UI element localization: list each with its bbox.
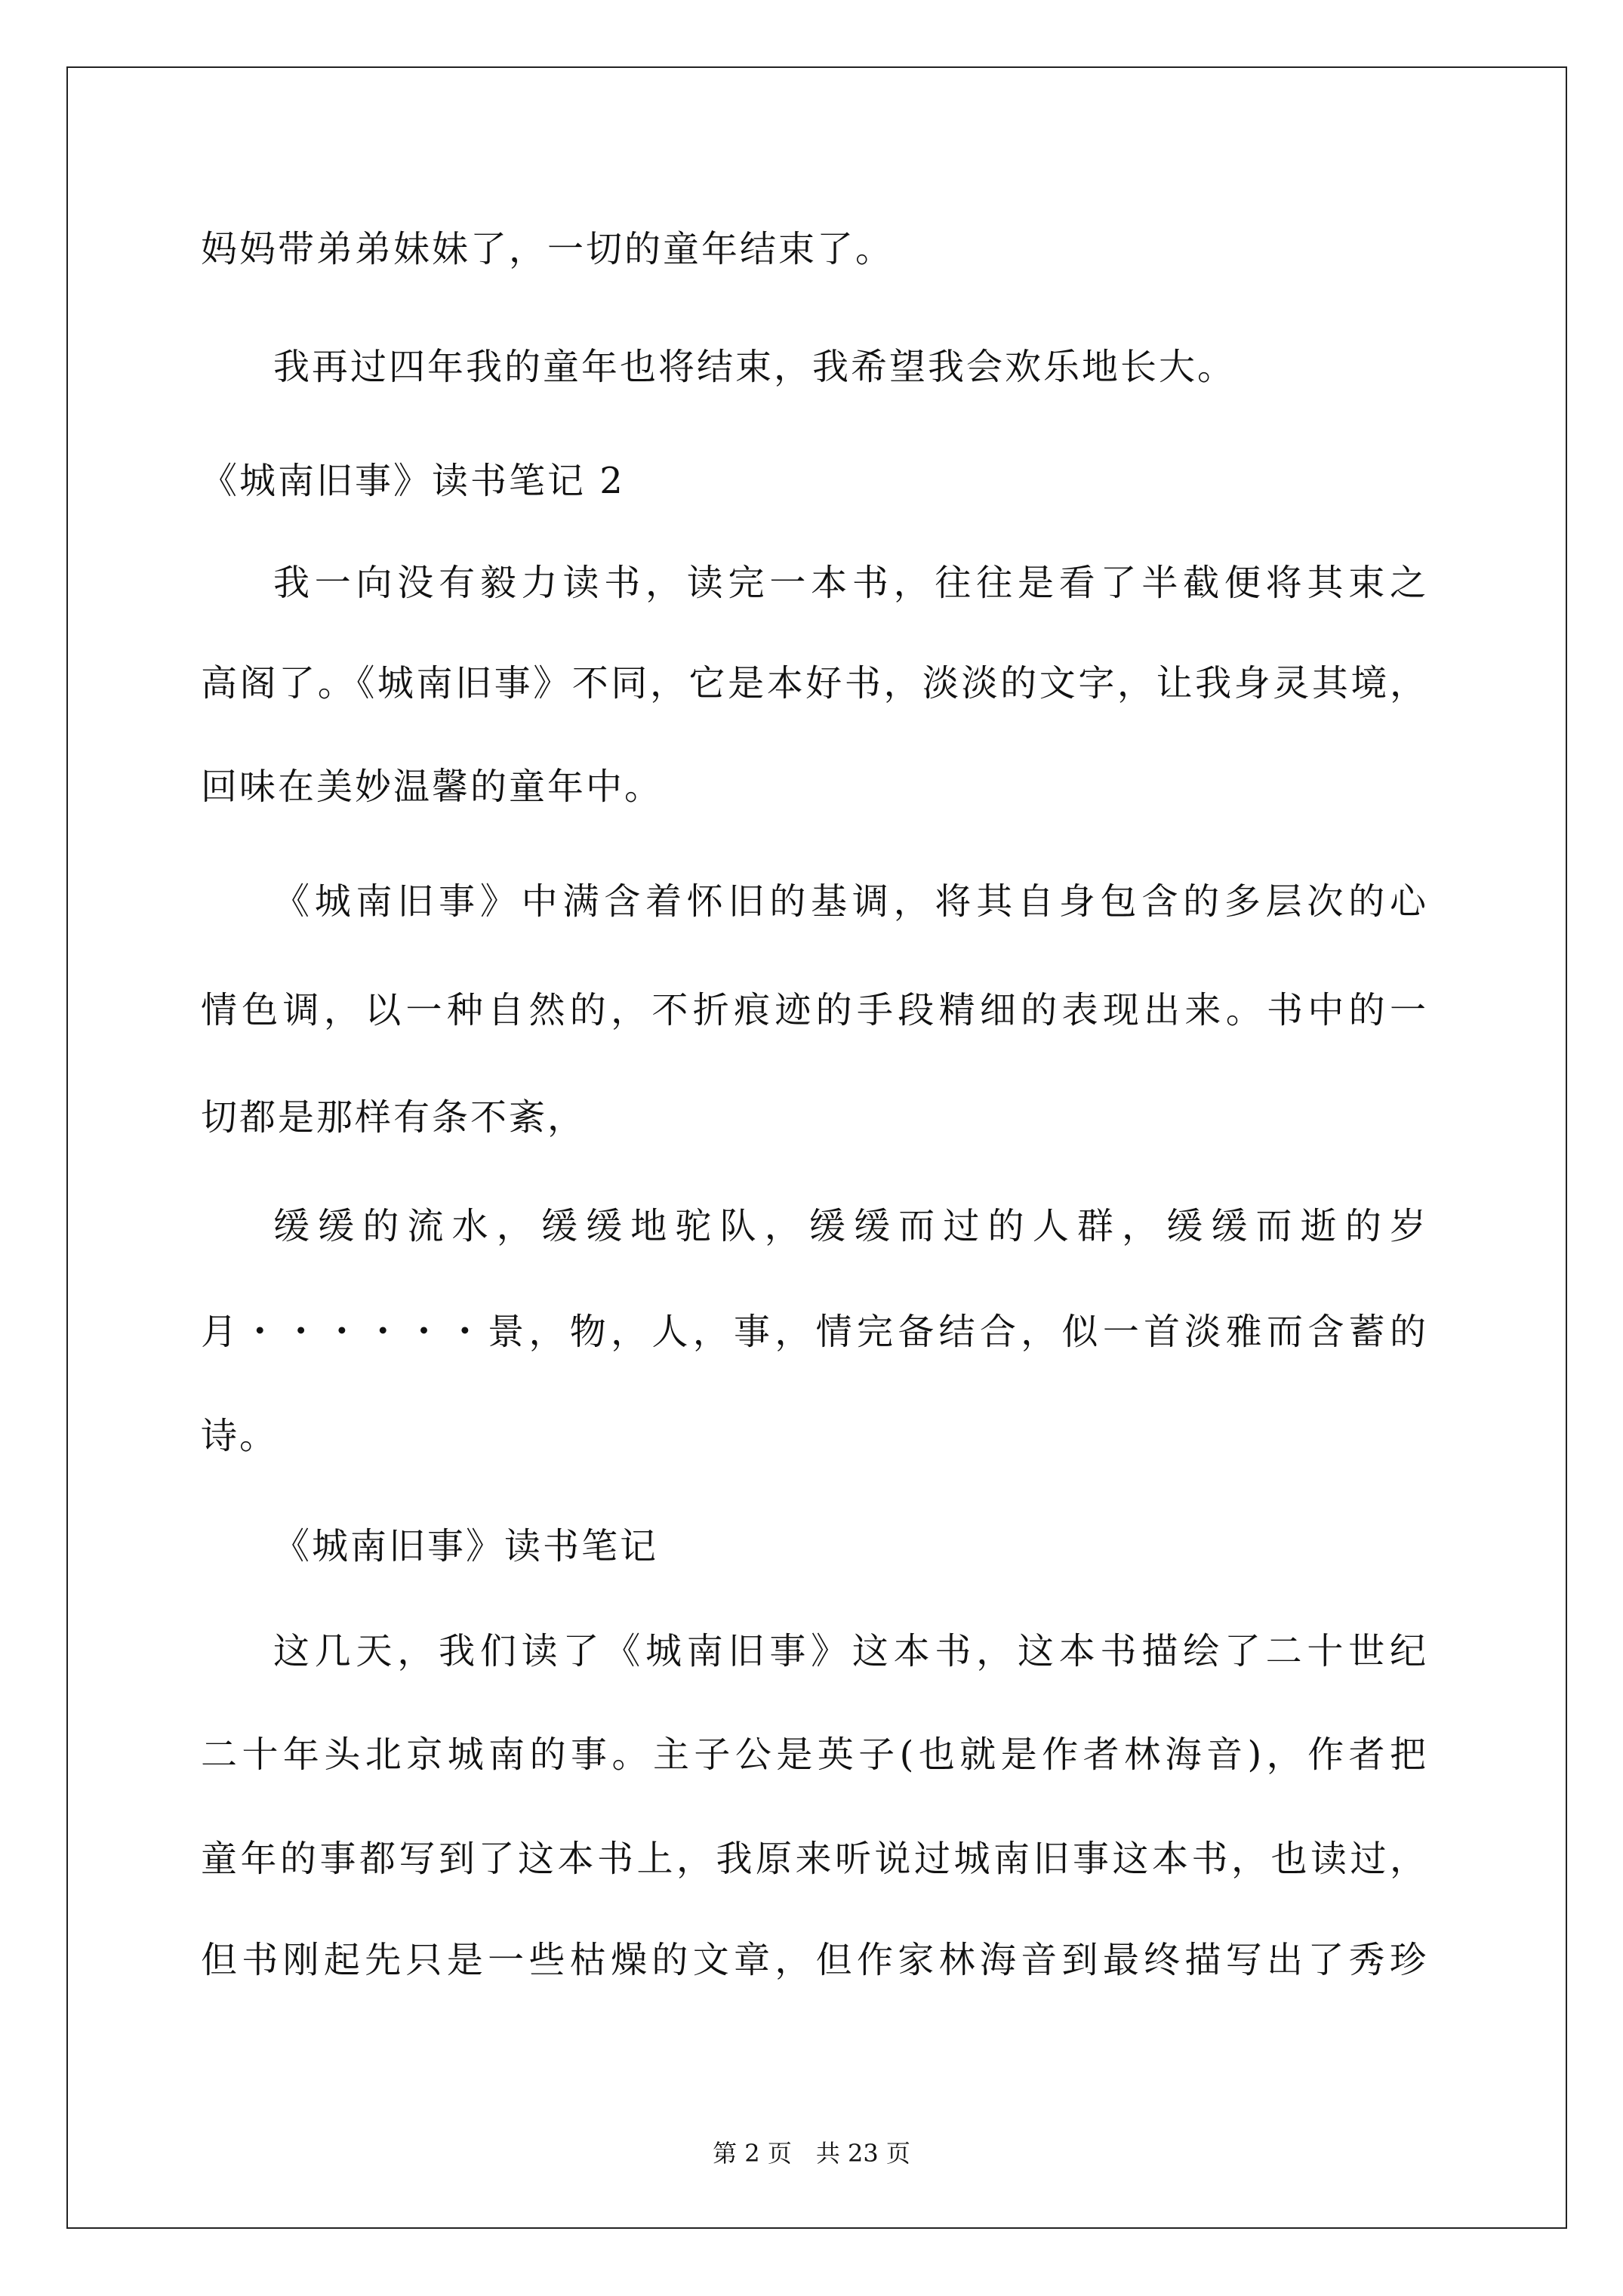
text-line: 这几天，我们读了《城南旧事》这本书，这本书描绘了二十世纪 — [273, 1630, 1428, 1672]
text-line: 二十年头北京城南的事。主子公是英子(也就是作者林海音)，作者把 — [201, 1734, 1428, 1776]
text-line: 我再过四年我的童年也将结束，我希望我会欢乐地长大。 — [273, 346, 1236, 388]
text-line: 高阁了。《城南旧事》不同，它是本好书，淡淡的文字，让我身灵其境， — [201, 662, 1428, 704]
text-line: 但书刚起先只是一些枯燥的文章，但作家林海音到最终描写出了秀珍 — [201, 1939, 1428, 1981]
text-line: 情色调，以一种自然的，不折痕迹的手段精细的表现出来。书中的一 — [201, 989, 1428, 1031]
section-heading: 《城南旧事》读书笔记 2 — [201, 460, 625, 502]
text-line: 妈妈带弟弟妹妹了，一切的童年结束了。 — [201, 228, 895, 270]
text-line: 回味在美妙温馨的童年中。 — [201, 766, 664, 808]
page-border — [66, 66, 1567, 2229]
text-line: 童年的事都写到了这本书上，我原来听说过城南旧事这本书，也读过， — [201, 1838, 1428, 1880]
text-line: 《城南旧事》中满含着怀旧的基调，将其自身包含的多层次的心 — [273, 880, 1428, 923]
text-line: 我一向没有毅力读书，读完一本书，往往是看了半截便将其束之 — [273, 562, 1428, 604]
text-line: 月・・・・・・景，物，人，事，情完备结合，似一首淡雅而含蓄的 — [201, 1311, 1428, 1353]
text-line: 切都是那样有条不紊， — [201, 1096, 587, 1139]
section-heading: 《城南旧事》读书笔记 — [273, 1525, 659, 1567]
page-number-footer: 第 2 页 共 23 页 — [713, 2139, 910, 2168]
text-line: 诗。 — [201, 1415, 279, 1457]
text-line: 缓缓的流水，缓缓地驼队，缓缓而过的人群，缓缓而逝的岁 — [273, 1205, 1428, 1247]
